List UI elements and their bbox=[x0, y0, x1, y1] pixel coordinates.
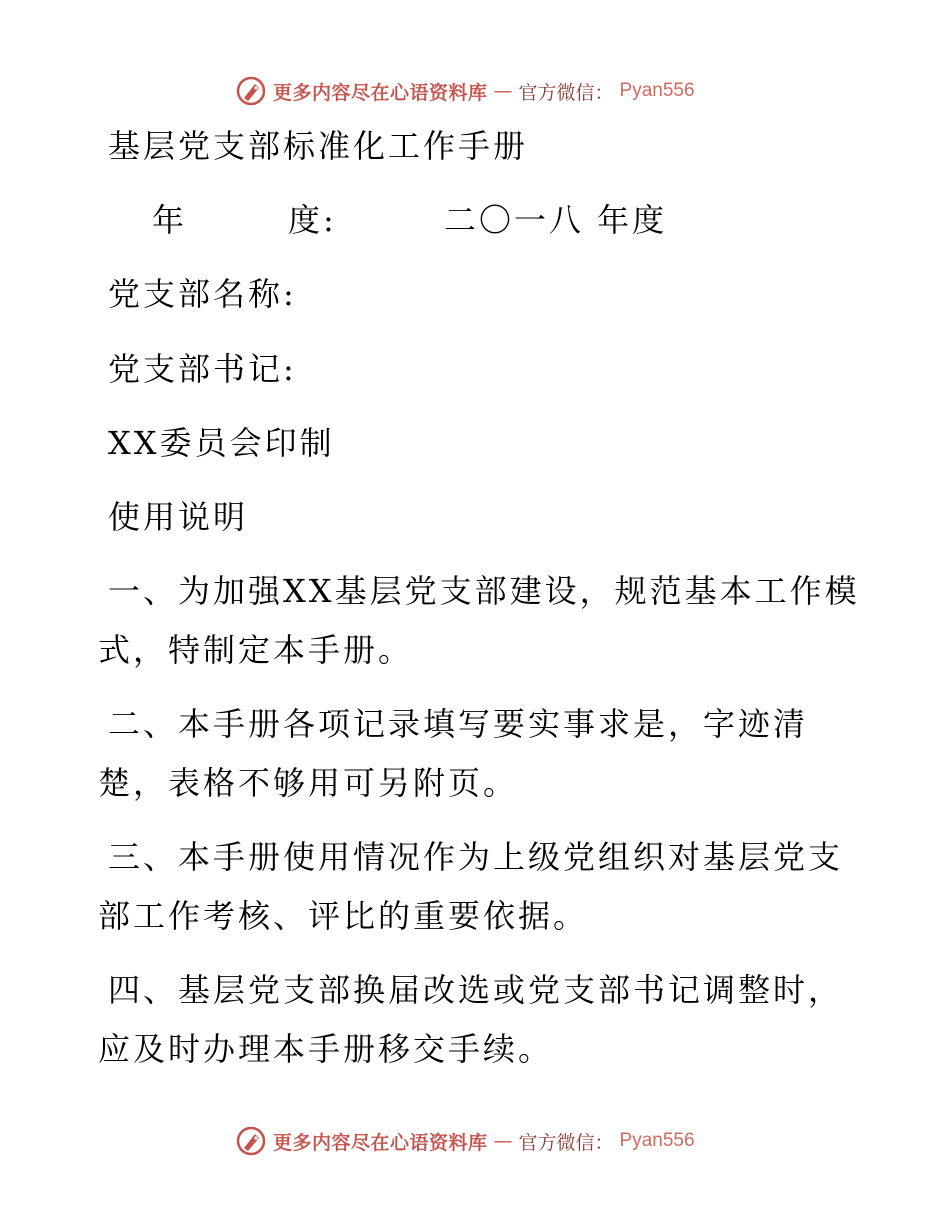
watermark-footer bbox=[235, 1121, 695, 1161]
year-label-char2: 度: bbox=[288, 201, 337, 239]
watermark-main-text: 更多内容尽在心语资料库 bbox=[273, 1131, 488, 1154]
year-label-char1: 年 bbox=[152, 201, 188, 239]
secretary-label: 党支部书记: bbox=[108, 350, 297, 388]
instruction-item-1-line2: 式，特制定本手册。 bbox=[98, 631, 414, 669]
watermark-main-text: 更多内容尽在心语资料库 bbox=[273, 81, 488, 104]
watermark-official-label: 官方微信： bbox=[518, 81, 614, 104]
instruction-item-4-line2: 应及时办理本手册移交手续。 bbox=[98, 1030, 554, 1068]
instruction-item-4-line1: 四、基层党支部换届改选或党支部书记调整时， bbox=[108, 971, 844, 1009]
watermark-separator: — bbox=[493, 80, 513, 102]
instruction-item-2-line1: 二、本手册各项记录填写要实事求是，字迹清 bbox=[108, 705, 809, 743]
year-value: 二〇一八 年度 bbox=[444, 201, 668, 239]
year-row bbox=[0, 198, 950, 242]
instruction-item-2-line2: 楚，表格不够用可另附页。 bbox=[98, 764, 519, 802]
watermark-wechat-id: Pyan556 bbox=[619, 80, 695, 101]
publisher-line: XX委员会印制 bbox=[108, 424, 335, 462]
watermark-official-label: 官方微信： bbox=[518, 1131, 614, 1154]
watermark-header bbox=[235, 71, 695, 111]
instruction-item-1-line1: 一、为加强XX基层党支部建设，规范基本工作模 bbox=[108, 572, 860, 610]
instruction-item-3-line2: 部工作考核、评比的重要依据。 bbox=[98, 897, 589, 935]
watermark-wechat-id: Pyan556 bbox=[619, 1130, 695, 1151]
document-title: 基层党支部标准化工作手册 bbox=[108, 127, 529, 165]
watermark-separator: — bbox=[493, 1130, 513, 1152]
pen-nib-circle-icon bbox=[235, 75, 267, 107]
branch-name-label: 党支部名称: bbox=[108, 275, 297, 313]
instructions-heading: 使用说明 bbox=[108, 498, 249, 536]
pen-nib-circle-icon bbox=[235, 1125, 267, 1157]
instruction-item-3-line1: 三、本手册使用情况作为上级党组织对基层党支 bbox=[108, 838, 844, 876]
